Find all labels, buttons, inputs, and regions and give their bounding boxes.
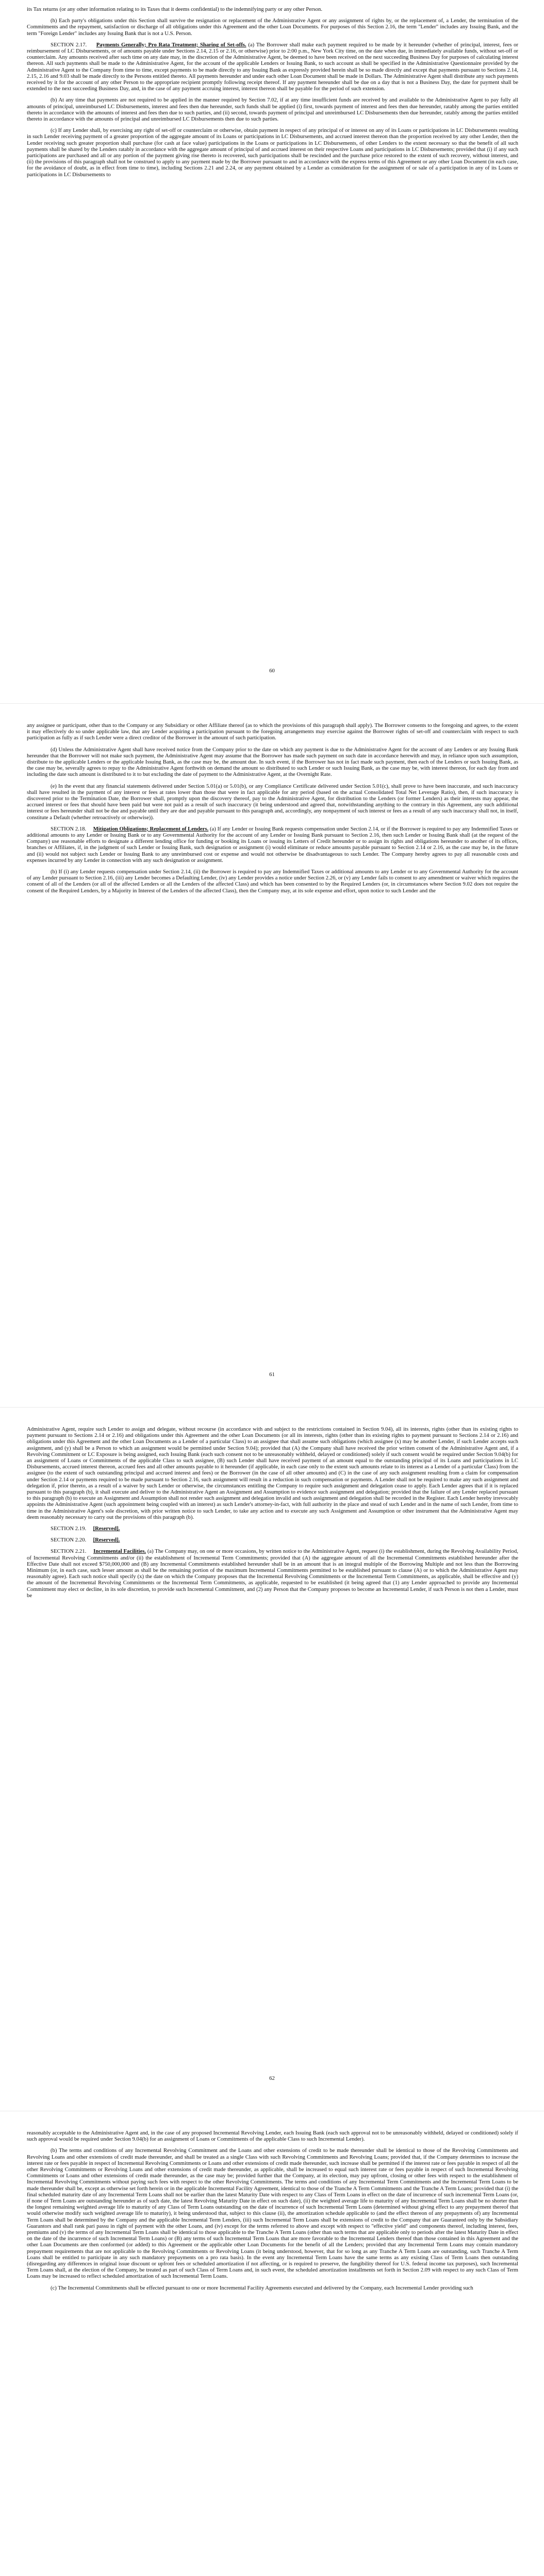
paragraph: its Tax returns (or any other information relating to its Taxes that it deems confidential) to the indemnifying party or any other Person. [27, 6, 323, 12]
page-60 [0, 0, 544, 703]
section-title: [Reserved]. [93, 1537, 120, 1544]
paragraph: (b) At any time that payments are not required to be applied in the manner required by Section 7.02, if at any time insufficient funds are received by and available to the Administrative Agent to pay fully all amounts of principal, unreimbursed LC Disbursements, interest and fees then due hereunder, such funds shall be applied (i) first, towards payment of interest and fees then due hereunder, ratably among the parties entitled thereto in accordance with the amounts of interest and fees then due to such parties, and (ii) second, towards payment of principal and unreimbursed LC Disbursements then due hereunder, ratably among the parties entitled thereto in accordance with the amounts of principal and unreimbursed LC Disbursements then due to such parties. [27, 97, 518, 123]
section-number: SECTION 2.17. [51, 41, 87, 48]
section-number: SECTION 2.21. [51, 1548, 87, 1555]
page-number: 60 [269, 668, 275, 674]
section-number: SECTION 2.18. [51, 825, 87, 832]
section-text: (a) The Company may, on one or more occasions, by written notice to the Administrative Agent, request (i) the establishment, during the Revolving Availability Period, of Incremental Revolving Commitments and/or (ii) the establishment of Incremental Term Commitments; provided that (A) the aggregate amount of all the Incremental Commitments established hereunder after the Effective Date shall not exceed $750,000,000 and (B) any Incremental Commitments established hereunder shall be in an amount that is an integral multiple of the Borrowing Multiple and not less than the Borrowing Minimum (or, in each case, such lesser amount as shall be the remaining portion of the maximum Incremental Commitments permitted to be established pursuant to clause (A) or to which the Administrative Agent may reasonably agree). Each such notice shall specify (x) the date on which the Company proposes that the Incremental Revolving Commitments or the Incremental Term Commitments, as applicable, shall be effective and (y) the amount of the Incremental Revolving Commitments or the Incremental Term Commitments, as applicable, requested to be established (it being agreed that (1) any Lender approached to provide any Incremental Commitment may elect or decline, in its sole discretion, to provide such Incremental Commitment, and (2) any Person that the Company proposes to become an Incremental Lender, if such Person is not then a Lender, must be [27, 1548, 518, 1599]
section-title: [Reserved]. [93, 1526, 120, 1532]
paragraph: (c) If any Lender shall, by exercising any right of set-off or counterclaim or otherwise, obtain payment in respect of any principal of or interest on any of its Loans or participations in LC Disbursements resulting in such Lender receiving payment of a greater proportion of the aggregate amount of its Loans or participations in LC Disbursements, and accrued interest thereon than the proportion received by any other Lender, then the Lender receiving such greater proportion shall purchase (for cash at face value) participations in the Loans or participations in LC Disbursements, of other Lenders to the extent necessary so that the benefit of all such payments shall be shared by the Lenders ratably in accordance with the aggregate amount of principal of and accrued interest on their respective Loans and participations in LC Disbursements; provided that (i) if any such participations are purchased and all or any portion of the payment giving rise thereto is recovered, such participations shall be rescinded and the purchase price restored to the extent of such recovery, without interest, and (ii) the provisions of this paragraph shall not be construed to apply to any payment made by the Borrower pursuant to and in accordance with the express terms of this Agreement or any other Loan Document (in each case, for the avoidance of doubt, as in effect from time to time), including Sections 2.21 and 2.24, or any payment obtained by a Lender as consideration for the assignment of or sale of a participation in any of its Loans or participations in LC Disbursements to [27, 127, 518, 178]
section-2-18 [27, 826, 518, 863]
section-2-21 [27, 1548, 518, 1599]
section-text: (a) If any Lender or Issuing Bank requests compensation under Section 2.14, or if the Borrower is required to pay any Indemnified Taxes or additional amounts to any Lender or Issuing Bank or to any Governmental Authority for the account of any Lender or Issuing Bank pursuant to Section 2.16, then such Lender or Issuing Bank shall (at the request of the Company) use reasonable efforts to designate a different lending office for funding or booking its Loans or issuing its Letters of Credit hereunder or to assign its rights and obligations hereunder to another of its offices, branches or Affiliates, if, in the judgment of such Lender or Issuing Bank, such designation or assignment (i) would eliminate or reduce amounts payable pursuant to Section 2.14 or 2.16, as the case may be, in the future and (ii) would not subject such Lender or Issuing Bank to any unreimbursed cost or expense and would not otherwise be disadvantageous to such Lender. The Company hereby agrees to pay all reasonable costs and expenses incurred by any Lender in connection with any such designation or assignment. [27, 825, 519, 863]
section-2-17 [27, 42, 518, 92]
paragraph: (b) If (i) any Lender requests compensation under Section 2.14, (ii) the Borrower is required to pay any Indemnified Taxes or additional amounts to any Lender or to any Governmental Authority for the account of any Lender pursuant to Section 2.16, (iii) any Lender becomes a Defaulting Lender, (iv) any Lender provides a notice under Section 2.26, or (v) any Lender fails to consent to any amendment or waiver which requires the consent of all of the Lenders (or all of the affected Lenders or all the Lenders of the affected Class) and which has been consented to by the Required Lenders (or, in circumstances where Section 9.02 does not require the consent of the Required Lenders, by a Majority in Interest of the Lenders of the affected Class), then the Company may, at its sole expense and effort, upon notice to such Lender and the [27, 869, 518, 894]
section-number: SECTION 2.20. [51, 1537, 87, 1544]
paragraph: Administrative Agent, require such Lender to assign and delegate, without recourse (in accordance with and subject to the restrictions contained in Section 9.04), all its interests, rights (other than its existing rights to payment pursuant to Sections 2.14 or 2.16) and obligations under this Agreement and the other Loan Documents (or all its interests, rights (other than its existing rights to payment pursuant to Sections 2.14 or 2.16) and obligations under this Agreement and the other Loan Documents as a Lender of a particular Class) to an assignee that shall assume such obligations (which assignee (x) may be another Lender, if such Lender accepts such assignment, and (y) shall be a Person to which an assignment would be permitted under Section 9.04); provided that (A) the Company shall have received the prior written consent of the Administrative Agent and, if a Revolving Commitment or LC Exposure is being assigned, each Issuing Bank (each such consent not to be unreasonably withheld, delayed or conditioned) solely if such consent would be required under Section 9.04(b) for an assignment of Loans or Commitments of the applicable Class to such assignee, (B) such Lender shall have received payment of an amount equal to the outstanding principal of its Loans and participations in LC Disbursements, accrued interest thereon, accrued fees and all other amounts payable to it hereunder (if applicable, in each case only to the extent such amounts relate to its interest as a Lender of a particular Class) from the assignee (to the extent of such outstanding principal and accrued interest and fees) or the Borrower (in the case of all other amounts) and (C) in the case of any such assignment resulting from a claim for compensation under Section 2.14 or payments required to be made pursuant to Section 2.16, such assignment will result in a reduction in such compensation or payments. A Lender shall not be required to make any such assignment and delegation if, prior thereto, as a result of a waiver by such Lender or otherwise, the circumstances entitling the Company to require such assignment and delegation cease to apply. Each Lender agrees that if it is replaced pursuant to this paragraph (b), it shall execute and deliver to the Administrative Agent an Assignment and Assumption to evidence such assignment and delegation; provided that the failure of any Lender replaced pursuant to this paragraph (b) to execute an Assignment and Assumption shall not render such assignment and delegation invalid and such assignment and delegation shall be recorded in the Register. Each Lender hereby irrevocably appoints the Administrative Agent (such appointment being coupled with an interest) as such Lender's attorney-in-fact, with full authority in the place and stead of such Lender and in the name of such Lender, from time to time in the Administrative Agent's sole discretion, with prior written notice to such Lender, to take any action and to execute any such Assignment and Assumption or other instrument that the Administrative Agent may deem reasonably necessary to carry out the provisions of this paragraph (b). [27, 1426, 518, 1520]
paragraph: (d) Unless the Administrative Agent shall have received notice from the Company prior to the date on which any payment is due to the Administrative Agent for the account of any Lenders or any Issuing Bank hereunder that the Borrower will not make such payment, the Administrative Agent may assume that the Borrower has made such payment on such date in accordance herewith and may, in reliance upon such assumption, distribute to the applicable Lenders or the applicable Issuing Bank, as the case may be, the amount due. In such event, if the Borrower has not in fact made such payment, then each of the Lenders or such Issuing Bank, as the case may be, severally agrees to repay to the Administrative Agent forthwith on demand the amount so distributed to such Lender or such Issuing Bank, as the case may be, with interest thereon, for each day from and including the date such amount is distributed to it to but excluding the date of payment to the Administrative Agent, at the Overnight Rate. [27, 746, 518, 778]
paragraph: (e) In the event that any financial statements delivered under Section 5.01(a) or 5.01(b), or any Compliance Certificate delivered under Section 5.01(c), shall prove to have been inaccurate, and such inaccuracy shall have resulted in the payment of any interest or fees at rates lower than those that were in fact applicable for any period (based on the actual Consolidated Total Net Leverage Ratio), then, if such inaccuracy is discovered prior to the Termination Date, the Borrower shall, promptly upon the discovery thereof, pay to the Administrative Agent, for distribution to the Lenders (or former Lenders) as their interests may appear, the accrued interest or fees that should have been paid but were not paid as a result of such inaccuracy (it being understood and agreed that, notwithstanding anything to the contrary in this Agreement, any such additional interest or fees hereunder shall not be due and payable until they are due and payable pursuant to this paragraph and, accordingly, any nonpayment of such interest or fees as a result of any such inaccuracy shall not, in itself, constitute a Default (whether retroactively or otherwise)). [27, 783, 518, 821]
page-number: 61 [269, 1371, 275, 1378]
page-number: 62 [269, 2075, 275, 2081]
page-63 [0, 2111, 544, 2576]
section-2-20 [27, 1537, 518, 1543]
page-63-body [27, 2130, 518, 2296]
section-number: SECTION 2.19. [51, 1526, 87, 1532]
paragraph: (c) The Incremental Commitments shall be effected pursuant to one or more Incremental Facility Agreements executed and delivered by the Company, each Incremental Lender providing such [51, 2284, 473, 2291]
page-62 [0, 1408, 544, 2111]
section-title: Payments Generally; Pro Rata Treatment; Sharing of Set-offs. [96, 41, 246, 48]
section-title: Mitigation Obligations; Replacement of Lenders. [93, 825, 209, 832]
page-60-body [27, 6, 518, 183]
paragraph: any assignee or participant, other than to the Company or any Subsidiary or other Affiliate thereof (as to which the provisions of this paragraph shall apply). The Borrower consents to the foregoing and agrees, to the extent it may effectively do so under applicable law, that any Lender acquiring a participation pursuant to the foregoing arrangements may exercise against the Borrower rights of set-off and counterclaim with respect to such participation as fully as if such Lender were a direct creditor of the Borrower in the amount of such participation. [27, 722, 518, 741]
paragraph: (b) The terms and conditions of any Incremental Revolving Commitment and the Loans and other extensions of credit to be made thereunder shall be identical to those of the Revolving Commitments and Revolving Loans and other extensions of credit made thereunder, and shall be treated as a single Class with such Revolving Commitments and Revolving Loans; provided that, if the Company determines to increase the interest rate or fees payable in respect of Incremental Revolving Commitments or Loans and other extensions of credit made thereunder, such increase shall be permitted if the interest rate or fees payable in respect of all the other Revolving Commitments or Revolving Loans and other extensions of credit made thereunder, as applicable, shall be increased to equal such interest rate or fees payable in respect of such Incremental Revolving Commitments or Loans and other extensions of credit made thereunder, as the case may be; provided further that the Company, at its election, may pay upfront, closing or other fees with respect to the establishment of Incremental Revolving Commitments without paying such fees with respect to the other Revolving Commitments. The terms and conditions of any Incremental Term Commitments and the Incremental Term Loans to be made thereunder shall be, except as otherwise set forth herein or in the applicable Incremental Facility Agreement, identical to those of the Tranche A Term Commitments and the Tranche A Term Loans; provided that (i) the final scheduled maturity date of any Incremental Term Loans shall not be earlier than the latest Maturity Date with respect to any Class of Term Loans in effect on the date of incurrence of such incremental Term Loans (or, if none of Term Loans are outstanding hereunder as of such date, the latest Revolving Maturity Date in effect on such date), (ii) the weighted average life to maturity of any Incremental Term Loans shall be no shorter than the longest remaining weighted average life to maturity of any Class of Term Loans outstanding on the date of incurrence of such Incremental Term Loans (determined without giving effect to any prepayment thereof that would otherwise modify such weighted average life to maturity), it being understood that, subject to this clause (ii), the amortization schedule applicable to (and the effect thereon of any prepayments of) any Incremental Term Loans shall be determined by the Company and the applicable Incremental Term Lenders, (iii) such Incremental Term Loans shall be extensions of credit to the Company that are Guaranteed only by the Subsidiary Guarantors and shall rank pari passu in right of payment with the other Loans, and (iv) except for the terms referred to above and except with respect to "effective yield" and components thereof, including interest, fees, premiums and (v) the terms of any Incremental Term Loans shall be identical to those applicable to the Tranche A Term Loans (other than such terms that are applicable only to periods after the latest Maturity Date in effect on the date of the incurrence of such Incremental Term Loans) or (B) any terms of such Incremental Term Loans that are more favorable to the Incremental Lenders thereof than those contained in this Agreement and the other Loan Documents are then conformed (or added) to this Agreement or the applicable other Loan Documents for the benefit of all the Lenders; provided that any Incremental Term Loans may contain mandatory prepayment requirements that are not applicable to the Revolving Commitments or Revolving Loans (it being understood, however, that for so long as any Tranche A Term Loans are outstanding, such Tranche A Term Loans shall be entitled to participate in any such mandatory prepayments on a pro rata basis). In the event any Incremental Term Loans have the same terms as any existing Class of Term Loans then outstanding (disregarding any differences in original issue discount or upfront fees or scheduled amortization if not affecting, or is required to preserve, the fungibility thereof for U.S. federal income tax purposes), such Incremental Term Loans shall, at the election of the Company, be treated as part of such Class of Term Loans and, in such event, the scheduled amortization installments set forth in Section 2.09 with respect to any such Class of Term Loans may be increased to reflect scheduled amortization of such Incremental Term Loans. [27, 2147, 518, 2280]
page-62-body [27, 1426, 518, 1604]
paragraph: reasonably acceptable to the Administrative Agent and, in the case of any proposed Incremental Revolving Lender, each Issuing Bank (each such approval not to be unreasonably withheld, delayed or conditioned) solely if such approval would be required under Section 9.04(b) for an assignment of Loans or Commitments of the applicable Class to such Incremental Lender). [27, 2130, 518, 2143]
section-text: (a) The Borrower shall make each payment required to be made by it hereunder (whether of principal, interest, fees or reimbursement of LC Disbursements, or of amounts payable under Sections 2.14, 2.15 or 2.16, or otherwise) prior to 2:00 p.m., New York City time, on the date when due, in immediately available funds, without set-off or counterclaim. Any amounts received after such time on any date may, in the discretion of the Administrative Agent, be deemed to have been received on the next succeeding Business Day for purposes of calculating interest thereon. All such payments shall be made to the Administrative Agent, for the account of the applicable Lenders or Issuing Bank, to such account as shall be specified in the Administrative Questionnaire provided by the Administrative Agent to the Company from time to time, except payments to be made directly to any Issuing Bank as expressly provided herein shall be so made directly and except that payments pursuant to Sections 2.14, 2.15, 2.16 and 9.03 shall be made directly to the Persons entitled thereto. All payments hereunder and under each other Loan Document shall be made in Dollars. The Administrative Agent shall distribute any such payments received by it for the account of any other Person to the appropriate recipient promptly following receipt thereof. If any payment hereunder shall be due on a day that is not a Business Day, the date for payment shall be extended to the next succeeding Business Day, and, in the case of any payment accruing interest, interest thereon shall be payable for the period of such extension. [27, 41, 519, 92]
page-61-body [27, 722, 518, 899]
section-title: Incremental Facilities. [93, 1548, 146, 1555]
page-61 [0, 704, 544, 1407]
section-2-19 [27, 1526, 518, 1532]
paragraph: (h) Each party's obligations under this Section shall survive the resignation or replacement of the Administrative Agent or any assignment of rights by, or the replacement of, a Lender, the termination of the Commitments and the repayment, satisfaction or discharge of all obligations under this Agreement and the other Loan Documents. For purposes of this Section 2.16, the term "Lender" includes any Issuing Bank, and the term "Foreign Lender" includes any Issuing Bank that is not a U.S. Person. [27, 18, 518, 37]
